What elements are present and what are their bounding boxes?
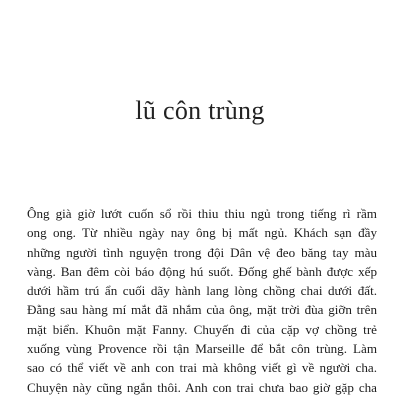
text-line: Đằng sau hàng mí mắt đã nhắm của ông, mặt trời đùa giỡn trên — [27, 302, 377, 318]
text-line: những người tình nguyện trong đội Dân vệ đeo băng tay màu — [27, 244, 377, 260]
text-line: mặt biển. Khuôn mặt Fanny. Chuyến đi của cặp vợ chồng trẻ — [27, 321, 377, 337]
text-line: dưới hầm trú ẩn cuối dãy hành lang lòng chồng chai dưới đất. — [27, 283, 377, 299]
chapter-title: lũ côn trùng — [135, 96, 265, 125]
text-line: Chuyện này cũng ngắn thôi. Anh con trai chưa bao giờ gặp cha — [27, 379, 377, 395]
text-line: Ông già giờ lướt cuốn sổ rồi thiu thiu ngủ trong tiếng rì rầm — [27, 206, 377, 221]
body-paragraph — [27, 204, 377, 397]
text-line: sao có thể viết về anh con trai mà không viết gì về người cha. — [27, 360, 377, 376]
text-line: ong ong. Từ nhiều ngày nay ông bị mất ngủ. Khách sạn đầy — [27, 225, 377, 241]
text-line: vàng. Ban đêm còi báo động hú suốt. Đống ghế bành được xếp — [27, 263, 377, 279]
text-line: xuống vùng Provence rồi tận Marseille để bắt côn trùng. Làm — [27, 341, 377, 357]
